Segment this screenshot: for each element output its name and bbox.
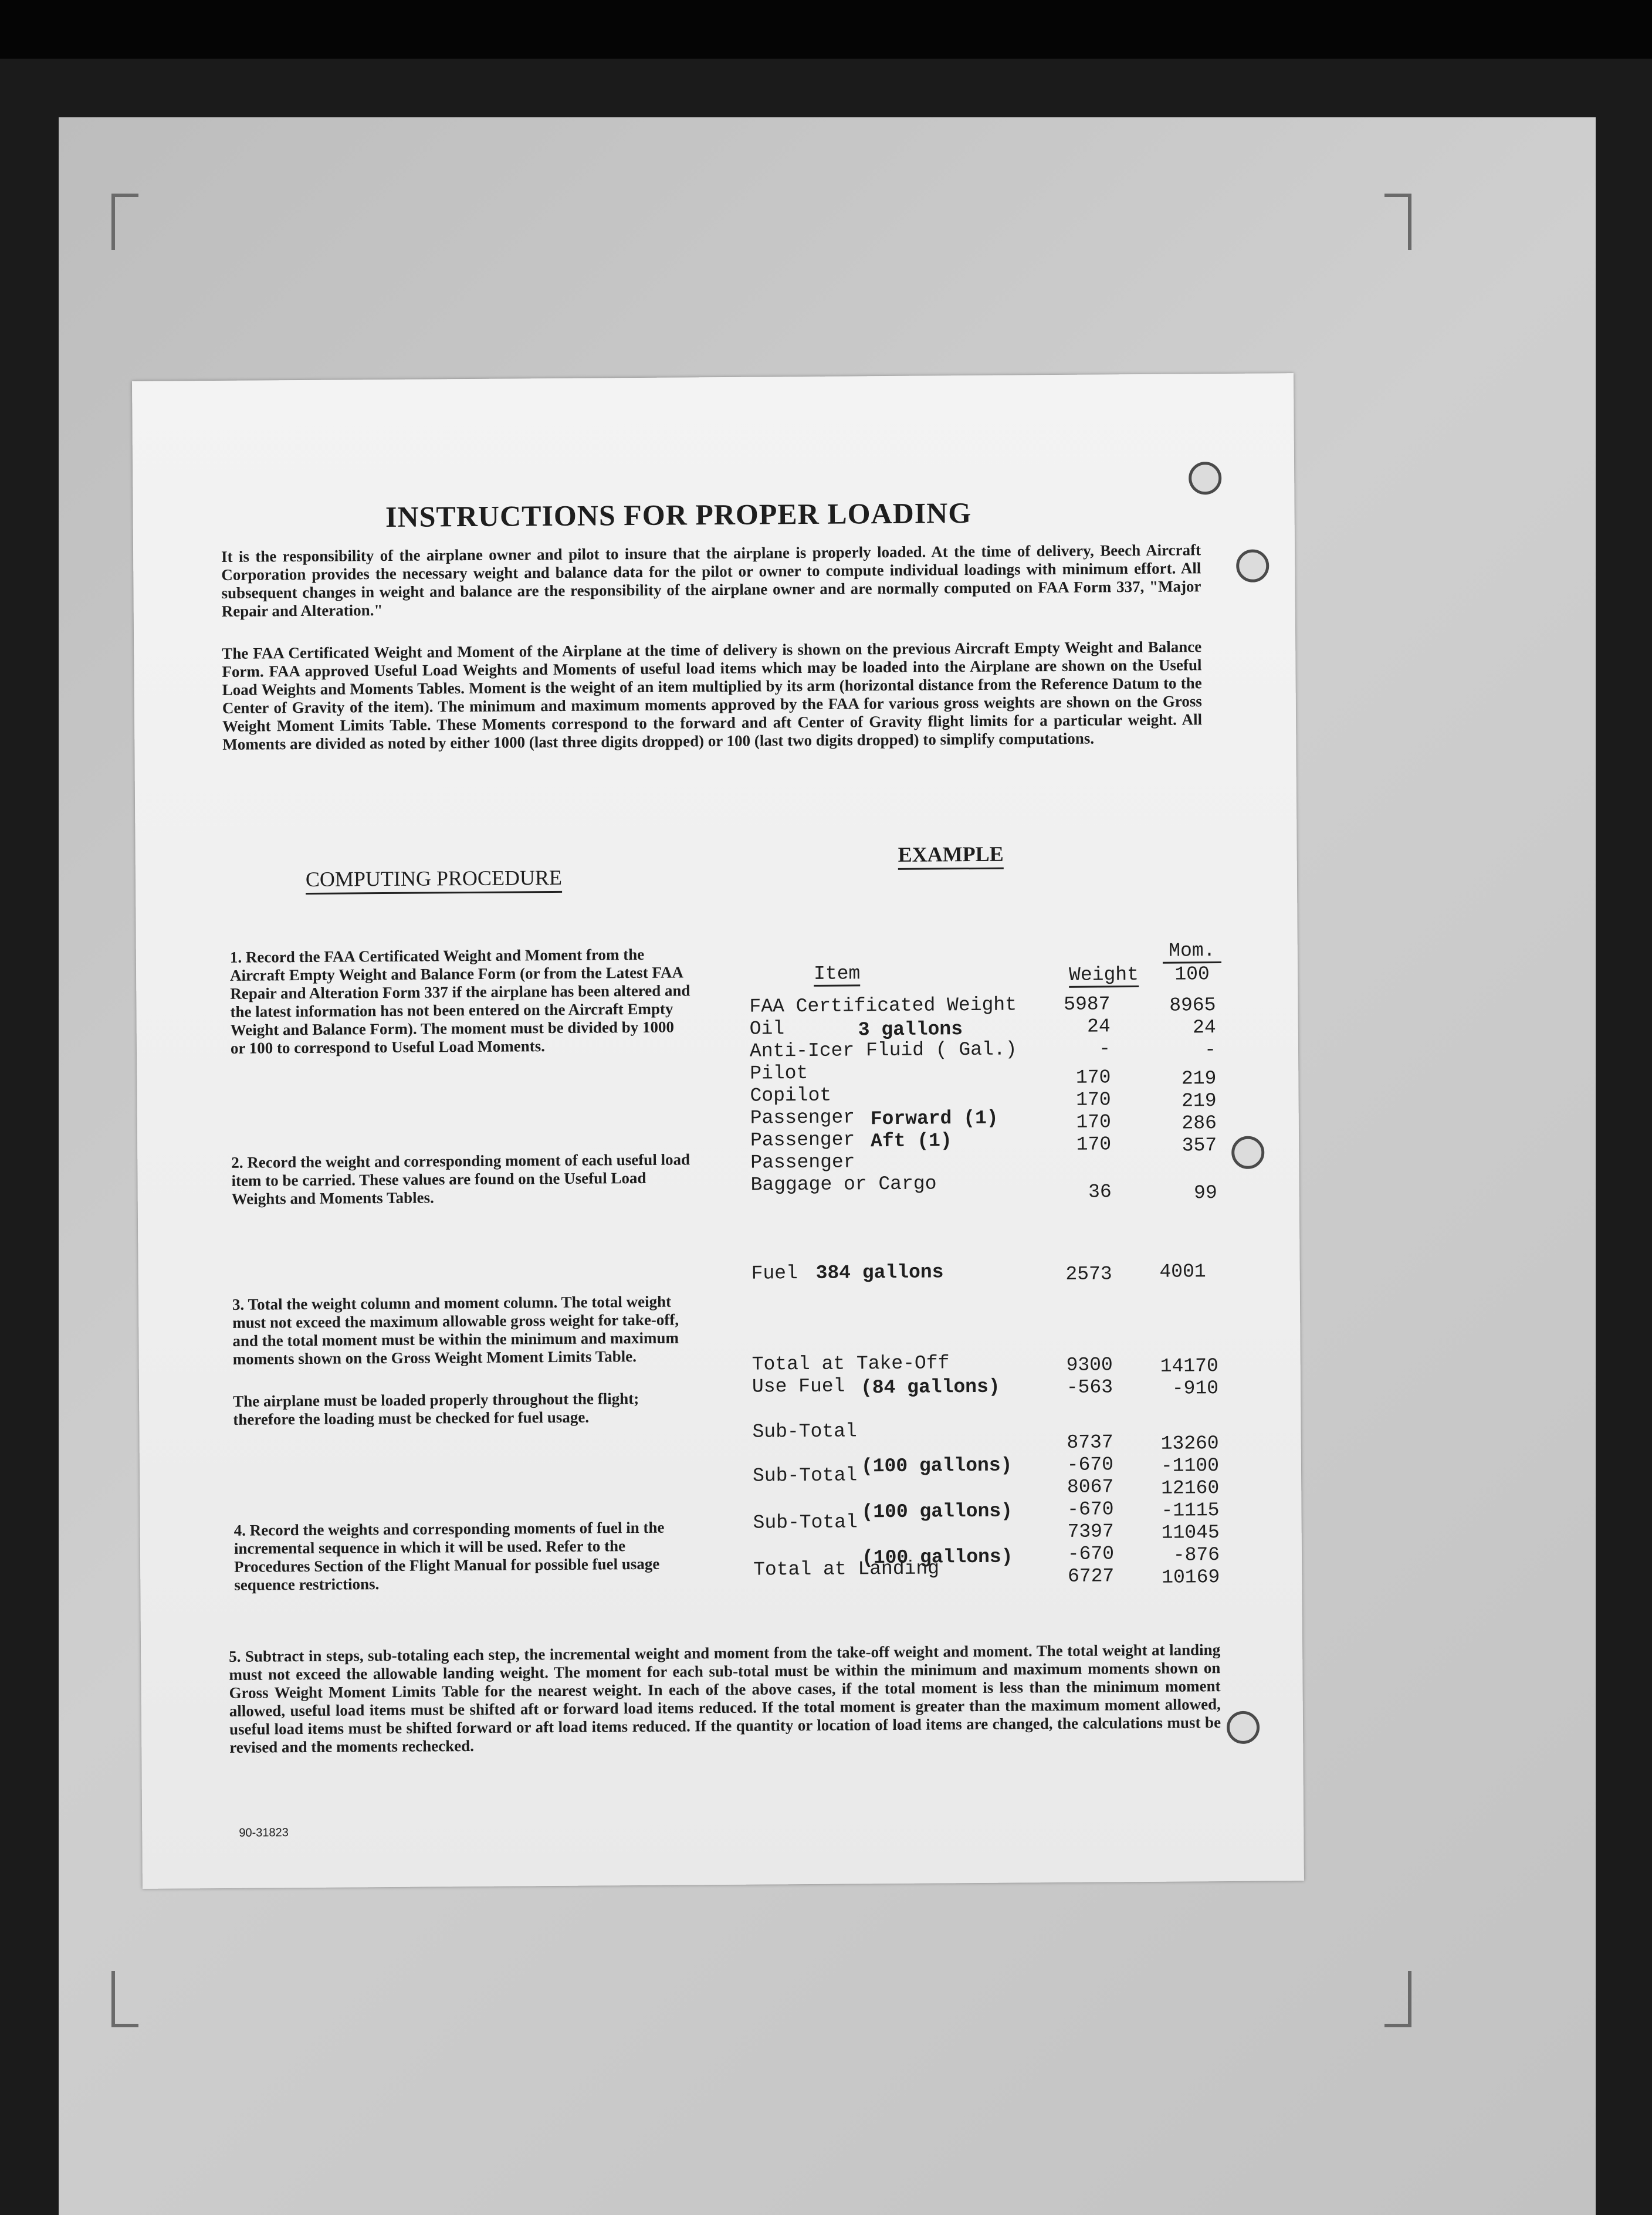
landing-note: (100 gallons) — [861, 1546, 1013, 1569]
film-top-border — [0, 0, 1652, 59]
subtotal-note: (100 gallons) — [861, 1454, 1013, 1478]
document-sheet — [132, 373, 1304, 1889]
example-row-weight: 36 — [1088, 1181, 1112, 1203]
subtotal-label: Sub-Total — [752, 1464, 858, 1487]
example-row-label: Pilot — [750, 1062, 808, 1085]
fuel-label: Fuel — [751, 1262, 798, 1285]
landing-weight-less: -670 — [1067, 1543, 1115, 1565]
use-fuel-moment: -910 — [1172, 1377, 1219, 1400]
example-row-label: FAA Certificated Weight — [749, 994, 1017, 1018]
subtotal-moment-less: -1115 — [1161, 1499, 1220, 1522]
use-fuel-weight: -563 — [1066, 1376, 1113, 1398]
subtotal-moment: 13260 — [1160, 1432, 1219, 1455]
takeoff-label: Total at Take-Off — [751, 1352, 950, 1376]
crop-mark-top-right — [1384, 194, 1411, 250]
landing-label: Total at Landing — [753, 1557, 940, 1581]
crop-mark-top-left — [111, 194, 138, 250]
example-row-note: Aft (1) — [870, 1130, 952, 1153]
example-row-label: Anti-Icer Fluid ( Gal.) — [749, 1038, 1017, 1062]
example-row-label: Baggage or Cargo — [750, 1173, 937, 1196]
landing-weight: 6727 — [1067, 1565, 1115, 1587]
subtotal-label: Sub-Total — [753, 1511, 858, 1534]
fuel-weight: 2573 — [1065, 1263, 1112, 1285]
intro-paragraph: It is the responsibility of the airplane owner and pilot to insure that the airplane is properly loaded. At the time of delivery, Beech Aircraft Corporation provides the necessary weight and balance data for the pilot or owner to compute individual loadings with minimum effort. All subsequent changes in weight and balance are the responsibility of the airplane owner and are normally computed on FAA Form 337, "Major Repair and Alteration." — [221, 541, 1201, 620]
example-row-weight: 170 — [1076, 1133, 1112, 1156]
example-row-moment: 219 — [1182, 1090, 1217, 1112]
example-row-label: Passenger — [750, 1151, 855, 1174]
column-header-weight: Weight — [1069, 964, 1139, 988]
subtotal-weight: 8067 — [1067, 1476, 1114, 1498]
example-row-label: Oil — [749, 1018, 785, 1040]
fuel-note: 384 gallons — [815, 1261, 944, 1284]
use-fuel-note: (84 gallons) — [860, 1376, 1000, 1399]
punch-hole-icon — [1236, 549, 1269, 582]
example-row-weight: 24 — [1086, 1015, 1111, 1038]
landing-moment: 10169 — [1162, 1566, 1220, 1589]
subtotal-weight-less: -670 — [1067, 1454, 1114, 1476]
subtotal-moment: 12160 — [1161, 1477, 1220, 1499]
form-number: 90-31823 — [239, 1826, 289, 1840]
subtotal-weight: 7397 — [1067, 1520, 1114, 1543]
column-header-moment — [1163, 940, 1222, 985]
punch-hole-icon — [1189, 462, 1221, 495]
subtotal-weight: 8737 — [1067, 1431, 1113, 1454]
example-row-label: Passenger — [750, 1129, 855, 1151]
crop-mark-bottom-left — [111, 1971, 138, 2027]
moment-header-top: Mom. — [1169, 940, 1216, 962]
example-row-moment: - — [1204, 1039, 1217, 1061]
column-header-item: Item — [814, 963, 860, 987]
example-row-label: Passenger — [750, 1106, 855, 1129]
procedure-step-2: 2. Record the weight and corresponding moment of each useful load item to be carried. These values are found on the Useful Load Weights and Moments Tables. — [231, 1150, 690, 1208]
example-row-weight: 170 — [1076, 1111, 1111, 1133]
takeoff-moment: 14170 — [1160, 1355, 1218, 1377]
punch-hole-icon — [1227, 1711, 1260, 1744]
example-row-note: 3 gallons — [858, 1018, 963, 1041]
procedure-step-4: 4. Record the weights and corresponding moments of fuel in the incremental sequence in which it will be used. Refer to the Procedures Section of the Flight Manual for possible fuel usage sequence restrictions. — [233, 1518, 665, 1594]
example-row-note: Forward (1) — [870, 1107, 998, 1130]
procedure-step-3-note: The airplane must be loaded properly throughout the flight; therefore the loading must be checked for fuel usage. — [233, 1390, 639, 1428]
takeoff-weight: 9300 — [1066, 1354, 1113, 1376]
procedure-step-1: 1. Record the FAA Certificated Weight and Moment from the Aircraft Empty Weight and Balance Form (or from the Latest FAA Repair and Alteration Form 337 if the airplane has been altered and the latest information has not been entered on the Aircraft Empty Weight and Balance Form). The moment must be divided by 1000 or 100 to correspond to Useful Load Moments. — [229, 945, 690, 1057]
example-row-moment: 357 — [1182, 1134, 1217, 1157]
example-row-weight: 5987 — [1064, 993, 1111, 1015]
use-fuel-label: Use Fuel — [751, 1375, 845, 1398]
subtotal-moment-less: -1100 — [1160, 1455, 1220, 1477]
example-row-label: Copilot — [750, 1084, 832, 1107]
procedure-step-3: 3. Total the weight column and moment column. The total weight must not exceed the maximum allowable gross weight for take-off, and the total moment must be within the minimum and maximum moments shown on the Gross Weight Moment Limits Table. — [232, 1292, 679, 1368]
computing-procedure-heading: COMPUTING PROCEDURE — [306, 865, 562, 895]
landing-moment-less: -876 — [1173, 1544, 1220, 1566]
punch-hole-icon — [1231, 1136, 1264, 1169]
moment-paragraph: The FAA Certificated Weight and Moment of the Airplane at the time of delivery is shown on the previous Aircraft Empty Weight and Balance Form. FAA approved Useful Load Weights and Moments of useful load items which may be loaded into the Airplane are shown on the Useful Load Weights and Moments Tables. Moment is the weight of an item multiplied by its arm (horizontal distance from the Reference Datum to the Center of Gravity of the item). The minimum and maximum moments approved by the FAA for various gross weights are shown on the Gross Weight Moment Limits Table. These Moments correspond to the forward and aft Center of Gravity flight limits for a particular weight. All Moments are divided as noted by either 1000 (last three digits dropped) or 100 (last two digits dropped) to simplify computations. — [222, 638, 1203, 753]
page-title: INSTRUCTIONS FOR PROPER LOADING — [385, 496, 972, 533]
example-row-weight: 170 — [1076, 1089, 1111, 1111]
subtotal-moment: 11045 — [1161, 1522, 1220, 1544]
subtotal-label: Sub-Total — [752, 1420, 857, 1443]
fuel-moment: 4001 — [1159, 1261, 1206, 1283]
subtotal-weight-less: -670 — [1067, 1498, 1114, 1520]
procedure-step-5: 5. Subtract in steps, sub-totaling each step, the incremental weight and moment from the take-off weight and moment. The total weight at landing must not exceed the allowable landing weight. The moment for each sub-total must be within the minimum and maximum moments shown on Gross Weight Moment Limits Table for the nearest weight. In each of the above cases, if the total moment is less than the minimum moment allowed, useful load items must be shifted aft or forward load items reduced. If the total moment is greater than the maximum moment allowed, useful load items must be shifted forward or aft load items reduced. If the quantity or location of load items are changed, the calculations must be revised and the moments rechecked. — [229, 1641, 1221, 1756]
example-row-moment: 219 — [1181, 1068, 1217, 1090]
example-row-weight: - — [1099, 1038, 1111, 1060]
crop-mark-bottom-right — [1384, 1971, 1411, 2027]
example-row-moment: 99 — [1193, 1182, 1217, 1204]
example-row-moment: 24 — [1192, 1017, 1216, 1039]
example-row-moment: 8965 — [1169, 994, 1216, 1017]
example-heading: EXAMPLE — [898, 842, 1004, 870]
example-row-moment: 286 — [1182, 1112, 1217, 1134]
subtotal-note: (100 gallons) — [861, 1500, 1013, 1523]
moment-header-bottom: 100 — [1163, 961, 1221, 985]
example-row-weight: 170 — [1075, 1066, 1111, 1089]
